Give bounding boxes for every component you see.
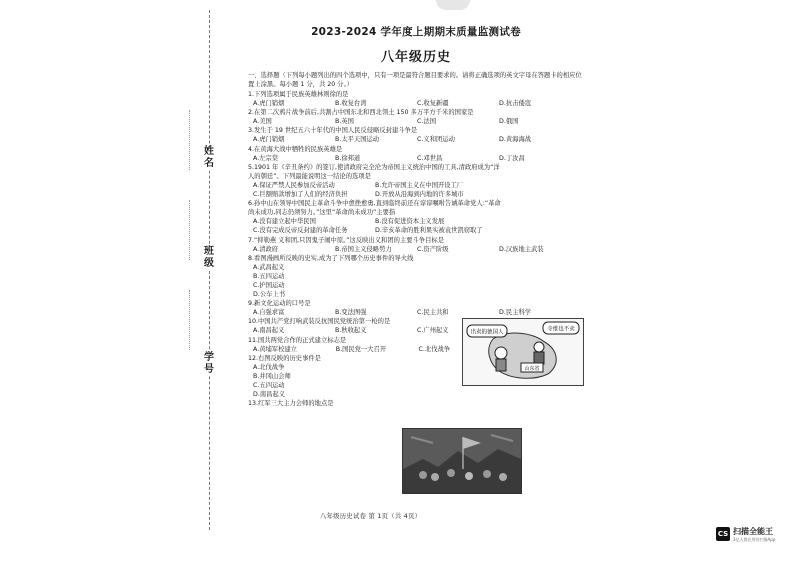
answer-option: D.黄海海战 (499, 136, 532, 144)
answer-option: C.民主共和 (417, 309, 449, 317)
option-row (248, 290, 584, 299)
binding-margin (175, 0, 245, 561)
option-row (248, 245, 584, 254)
binding-dashed-line (209, 10, 210, 530)
answer-option: D.民主科学 (499, 309, 532, 317)
question-stem: 6.孙中山在领导中国民主革命斗争中愈挫愈勇,直到临终前还在谆谆嘱咐告诫革命党人:“革命 (248, 200, 501, 208)
question-item (248, 145, 584, 163)
option-row (248, 99, 584, 108)
scan-smudge (436, 0, 470, 10)
question-stem: 11.国共两党合作的正式建立标志是 (248, 336, 347, 344)
answer-option: C.五四运动 (253, 382, 285, 389)
question-item (248, 299, 584, 317)
answer-option: A.没有建立起中华民国 (253, 218, 316, 226)
cartoon-image (462, 318, 584, 386)
option-row (248, 272, 584, 281)
option-row (248, 217, 584, 226)
answer-option: B.五四运动 (253, 272, 285, 280)
answer-option: D.公车上书 (253, 291, 286, 299)
answer-option: A.虎门销烟 (253, 136, 285, 144)
answer-option: A.北伐战争 (253, 363, 285, 371)
answer-option: A.黄埔军校建立 (253, 345, 297, 353)
answer-option: A.南昌起义 (253, 327, 285, 335)
answer-option: B.英国 (335, 118, 354, 126)
camscanner-logo-icon: CS (716, 527, 730, 541)
answer-option: A.美国 (253, 118, 272, 126)
question-item (248, 126, 584, 144)
question-item (248, 199, 584, 235)
answer-option: B.秋收起义 (335, 327, 367, 335)
camscanner-name: 扫描全能王 (733, 527, 773, 536)
option-row (248, 263, 584, 272)
binding-fill-line (189, 110, 191, 170)
option-row (248, 190, 584, 199)
question-stem: 8.看图漫画所反映的史实,成为了下列哪个历史事件的导火线 (248, 254, 414, 262)
answer-option: C.义和团运动 (417, 136, 455, 144)
history-painting-image (402, 428, 522, 494)
answer-option: C.巨额赔款增加了人们的经济负担 (253, 191, 348, 199)
answer-option: D.南昌起义 (253, 391, 286, 399)
cartoon-caption: 山东省 (524, 366, 540, 372)
answer-option: D.抗击倭寇 (499, 100, 532, 108)
question-item (248, 399, 584, 408)
answer-option: D.辛亥革命的胜利果实被袁世凯窃取了 (375, 227, 483, 235)
answer-option: C.广州起义 (417, 327, 449, 335)
answer-option: C.法国 (417, 118, 436, 126)
binding-fill-line (189, 290, 191, 350)
answer-option: D.汉族地主武装 (499, 245, 544, 253)
camscanner-watermark (716, 527, 775, 542)
cartoon-caption: 寺维也不卖 (547, 326, 575, 333)
option-row (248, 390, 584, 399)
question-item (248, 254, 584, 299)
camscanner-slogan: 3亿人都在用的扫描App (733, 537, 776, 542)
answer-option: B.徐邦道 (335, 154, 361, 162)
option-row (248, 281, 584, 290)
question-item (248, 163, 584, 199)
answer-option: B.收复台湾 (335, 100, 367, 108)
binding-label-number: 学号 (204, 352, 214, 375)
answer-option: A.清政府 (253, 245, 279, 253)
option-row (248, 154, 584, 163)
question-stem: 5.1901 年《辛丑条约》的签订,使清政府完全沦为帝国主义统治中国的工具,清政府成为“洋 (248, 163, 500, 171)
answer-option: B.国民党一大召开 (335, 345, 387, 353)
question-stem: 9.新文化运动的口号是 (248, 300, 311, 308)
answer-option: A.左宗棠 (253, 154, 279, 162)
question-stem: 2.在第二次鸦片战争前后,共割占中国东北和西北领土 150 多万平方千米的国家是 (248, 109, 474, 117)
answer-option: C.护国运动 (253, 281, 285, 289)
question-stem-continued: 尚未成功,同志仍须努力。”这里“革命尚未成功”主要指 (248, 209, 396, 217)
answer-option: B.变法图强 (335, 309, 367, 317)
question-stem: 1.下列选项属于民族英雄林则徐的是 (248, 91, 349, 98)
answer-option: D.开放从沿海到内地的许多城市 (375, 191, 464, 199)
answer-option: C.资产阶级 (417, 245, 449, 253)
exam-title: 2023-2024 学年度上期期末质量监测试卷 (311, 26, 521, 38)
question-stem: 13.红军三大主力会师的地点是 (248, 400, 334, 408)
question-item (248, 90, 584, 108)
question-stem: 3.发生于 19 世纪五六十年代的中国人民反侵略反封建斗争是 (248, 127, 418, 135)
question-item (248, 108, 584, 126)
page-footer: 八年级历史试卷 第 1页（共 4页） (320, 513, 422, 520)
section-instructions: 一、选择题（下列每小题列出的四个选项中，只有一项是最符合题目要求的。请将正确选项的英文字母在答题卡的相应位置上涂黑。每小题 1 分，共 20 分。） (248, 72, 582, 88)
answer-option: B.井冈山会师 (253, 372, 291, 380)
exam-subject: 八年级历史 (380, 50, 451, 65)
question-stem: 12.右图反映的历史事件是 (248, 354, 321, 362)
option-row (248, 226, 584, 235)
binding-label-class: 班级 (204, 246, 214, 269)
answer-option: B.允许帝国主义在中国开设工厂 (375, 181, 464, 189)
binding-fill-line (189, 200, 191, 260)
answer-option: A.虎门销烟 (253, 100, 285, 108)
answer-option: B.帝国主义侵略势力 (335, 245, 392, 253)
answer-option: A.武昌起义 (253, 263, 285, 271)
answer-option: C.收复新疆 (417, 100, 449, 108)
option-row (248, 117, 584, 126)
answer-option: A.自强求富 (253, 309, 285, 317)
answer-option: D.丁汝昌 (499, 154, 525, 162)
answer-option: B.没有促进资本主义发展 (375, 218, 445, 226)
painting-drawing (403, 429, 521, 493)
answer-option: C.没有完成反帝反封建的革命任务 (253, 227, 348, 235)
question-stem: 4.在黄海大战中牺牲的民族英雄是 (248, 145, 343, 153)
option-row (248, 308, 584, 317)
question-stem: 7.“抑勒燕 义和团,只因鬼子闹中原。”这反映出义和团的主要斗争目标是 (248, 236, 444, 244)
answer-option: B.太平天国运动 (335, 136, 380, 144)
answer-option: C.邓世昌 (417, 154, 443, 162)
question-stem: 10.中国共产党打响武装反抗国民党统治第一枪的是 (248, 318, 391, 326)
question-stem-continued: 人的朝廷”。下列最能说明这一结论的选项是 (248, 172, 371, 180)
cartoon-caption: 出卖的德国人 (470, 329, 504, 336)
question-item (248, 236, 584, 254)
answer-option: A.保证严禁人民参加反帝活动 (253, 181, 335, 189)
cartoon-drawing (463, 319, 583, 385)
option-row (248, 181, 584, 190)
answer-option: C.北伐战争 (418, 345, 451, 353)
binding-label-name: 姓名 (204, 146, 214, 169)
answer-option: D.俄国 (499, 118, 519, 126)
option-row (248, 135, 584, 144)
